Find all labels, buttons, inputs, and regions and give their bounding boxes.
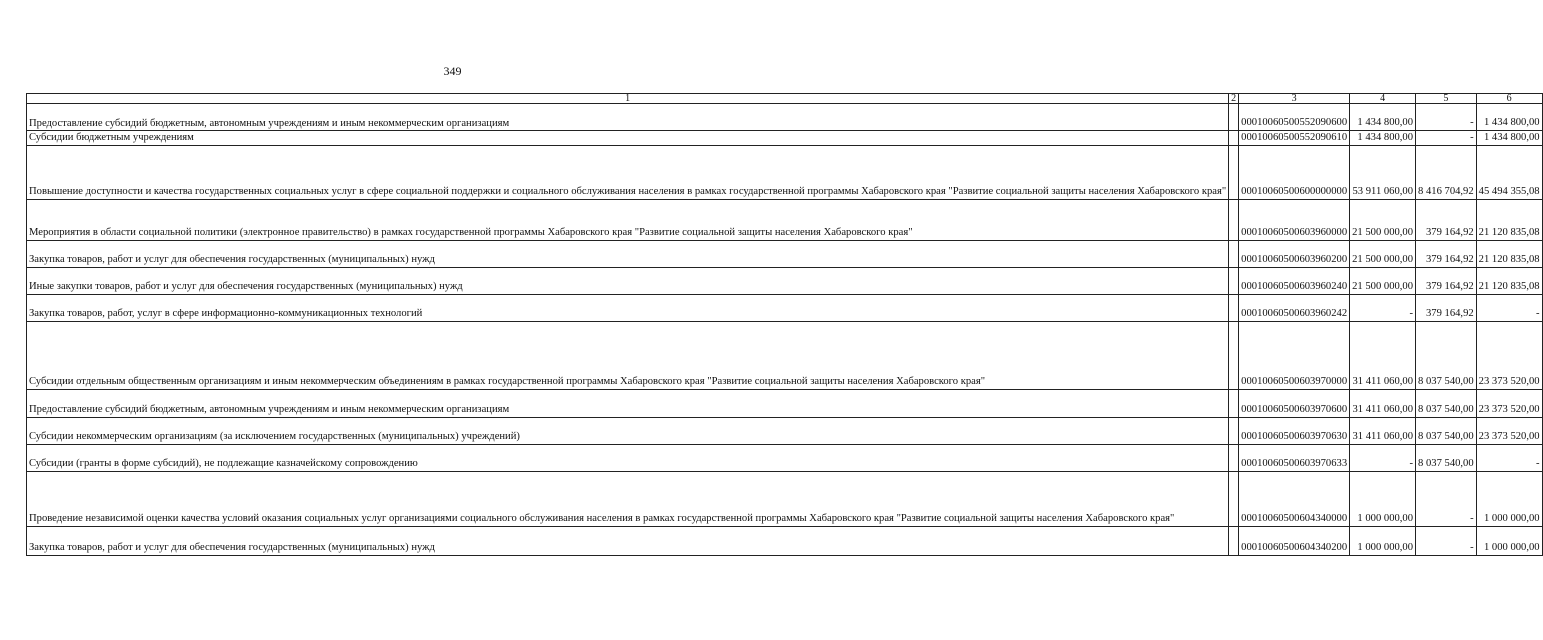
table-row: [27, 471, 1543, 526]
row-col6-value: 1 434 800,00: [1476, 131, 1542, 146]
row-col6-value: -: [1476, 444, 1542, 471]
column-header: 4: [1350, 94, 1416, 104]
row-col5-value: 379 164,92: [1416, 267, 1477, 294]
row-col4-value: -: [1350, 294, 1416, 321]
row-code-cell: 00010060500604340200: [1239, 526, 1350, 555]
table-row: [27, 526, 1543, 555]
column-header: 2: [1229, 94, 1239, 104]
row-name-cell: Субсидии некоммерческим организациям (за исключением государственных (муниципальных) учреждений): [27, 417, 1229, 444]
row-col4-value: 1 000 000,00: [1350, 471, 1416, 526]
row-col5-value: 8 037 540,00: [1416, 444, 1477, 471]
row-col5-value: -: [1416, 104, 1477, 131]
column-header: 6: [1476, 94, 1542, 104]
table-row: [27, 444, 1543, 471]
row-code-cell: 00010060500604340000: [1239, 471, 1350, 526]
row-col6-value: 21 120 835,08: [1476, 240, 1542, 267]
table-row: [27, 294, 1543, 321]
row-name-cell: Мероприятия в области социальной политики (электронное правительство) в рамках государственной программы Хабаровского края "Развитие социальной защиты населения Хабаровского края": [27, 199, 1229, 240]
table-row: [27, 131, 1543, 146]
table-row: [27, 267, 1543, 294]
row-col6-value: 1 000 000,00: [1476, 471, 1542, 526]
table-row: [27, 240, 1543, 267]
row-code-cell: 00010060500600000000: [1239, 145, 1350, 199]
row-col2-cell: [1229, 104, 1239, 131]
row-code-cell: 00010060500603970600: [1239, 389, 1350, 417]
row-code-cell: 00010060500552090610: [1239, 131, 1350, 146]
row-col2-cell: [1229, 267, 1239, 294]
row-col6-value: 1 000 000,00: [1476, 526, 1542, 555]
row-col4-value: 31 411 060,00: [1350, 417, 1416, 444]
column-header: 1: [27, 94, 1229, 104]
row-col5-value: 379 164,92: [1416, 294, 1477, 321]
row-col6-value: 1 434 800,00: [1476, 104, 1542, 131]
row-col5-value: 8 037 540,00: [1416, 389, 1477, 417]
row-col6-value: 21 120 835,08: [1476, 199, 1542, 240]
budget-table: [26, 93, 1543, 556]
row-name-cell: Закупка товаров, работ и услуг для обеспечения государственных (муниципальных) нужд: [27, 240, 1229, 267]
row-code-cell: 00010060500603960240: [1239, 267, 1350, 294]
table-row: [27, 321, 1543, 389]
row-code-cell: 00010060500603970630: [1239, 417, 1350, 444]
row-col6-value: 23 373 520,00: [1476, 417, 1542, 444]
row-col2-cell: [1229, 417, 1239, 444]
row-name-cell: Предоставление субсидий бюджетным, автономным учреждениям и иным некоммерческим организациям: [27, 104, 1229, 131]
row-col4-value: 1 434 800,00: [1350, 104, 1416, 131]
row-name-cell: Субсидии отдельным общественным организациям и иным некоммерческим объединениям в рамках государственной программы Хабаровского края "Развитие социальной защиты населения Хабаровского края": [27, 321, 1229, 389]
row-col2-cell: [1229, 444, 1239, 471]
row-col5-value: 379 164,92: [1416, 240, 1477, 267]
row-code-cell: 00010060500603970633: [1239, 444, 1350, 471]
row-col5-value: 379 164,92: [1416, 199, 1477, 240]
row-name-cell: Предоставление субсидий бюджетным, автономным учреждениям и иным некоммерческим организациям: [27, 389, 1229, 417]
row-col5-value: 8 037 540,00: [1416, 417, 1477, 444]
row-col4-value: 1 434 800,00: [1350, 131, 1416, 146]
row-col2-cell: [1229, 145, 1239, 199]
row-col4-value: 21 500 000,00: [1350, 267, 1416, 294]
row-col2-cell: [1229, 199, 1239, 240]
row-col4-value: 1 000 000,00: [1350, 526, 1416, 555]
row-code-cell: 00010060500552090600: [1239, 104, 1350, 131]
page-number: 349: [443, 64, 462, 78]
table-row: [27, 417, 1543, 444]
row-col4-value: 53 911 060,00: [1350, 145, 1416, 199]
row-col6-value: 21 120 835,08: [1476, 267, 1542, 294]
row-col6-value: 23 373 520,00: [1476, 321, 1542, 389]
row-col6-value: 45 494 355,08: [1476, 145, 1542, 199]
row-name-cell: Повышение доступности и качества государственных социальных услуг в сфере социальной поддержки и социального обслуживания населения в рамках государственной программы Хабаровского края "Развитие социальной защиты населения Хабаровского края": [27, 145, 1229, 199]
row-col4-value: 21 500 000,00: [1350, 199, 1416, 240]
row-col5-value: -: [1416, 131, 1477, 146]
table-row: [27, 145, 1543, 199]
row-col5-value: 8 416 704,92: [1416, 145, 1477, 199]
row-col2-cell: [1229, 131, 1239, 146]
row-col2-cell: [1229, 526, 1239, 555]
row-col5-value: 8 037 540,00: [1416, 321, 1477, 389]
row-col6-value: 23 373 520,00: [1476, 389, 1542, 417]
column-header: 5: [1416, 94, 1477, 104]
row-name-cell: Субсидии (гранты в форме субсидий), не подлежащие казначейскому сопровождению: [27, 444, 1229, 471]
row-name-cell: Закупка товаров, работ, услуг в сфере информационно-коммуникационных технологий: [27, 294, 1229, 321]
header-row: [27, 94, 1543, 104]
row-name-cell: Проведение независимой оценки качества условий оказания социальных услуг организациями социального обслуживания населения в рамках государственной программы Хабаровского края "Развитие социальной защиты населения Хабаровского края": [27, 471, 1229, 526]
row-code-cell: 00010060500603960000: [1239, 199, 1350, 240]
row-name-cell: Субсидии бюджетным учреждениям: [27, 131, 1229, 146]
table-row: [27, 389, 1543, 417]
row-col2-cell: [1229, 240, 1239, 267]
table-row: [27, 104, 1543, 131]
row-name-cell: Закупка товаров, работ и услуг для обеспечения государственных (муниципальных) нужд: [27, 526, 1229, 555]
row-col4-value: 31 411 060,00: [1350, 389, 1416, 417]
row-col5-value: -: [1416, 526, 1477, 555]
table-row: [27, 199, 1543, 240]
row-col4-value: 31 411 060,00: [1350, 321, 1416, 389]
row-col2-cell: [1229, 294, 1239, 321]
row-code-cell: 00010060500603960242: [1239, 294, 1350, 321]
row-col6-value: -: [1476, 294, 1542, 321]
row-col2-cell: [1229, 321, 1239, 389]
row-col2-cell: [1229, 389, 1239, 417]
row-code-cell: 00010060500603970000: [1239, 321, 1350, 389]
row-col4-value: 21 500 000,00: [1350, 240, 1416, 267]
row-col5-value: -: [1416, 471, 1477, 526]
row-name-cell: Иные закупки товаров, работ и услуг для обеспечения государственных (муниципальных) нужд: [27, 267, 1229, 294]
row-col2-cell: [1229, 471, 1239, 526]
column-header: 3: [1239, 94, 1350, 104]
row-code-cell: 00010060500603960200: [1239, 240, 1350, 267]
row-col4-value: -: [1350, 444, 1416, 471]
